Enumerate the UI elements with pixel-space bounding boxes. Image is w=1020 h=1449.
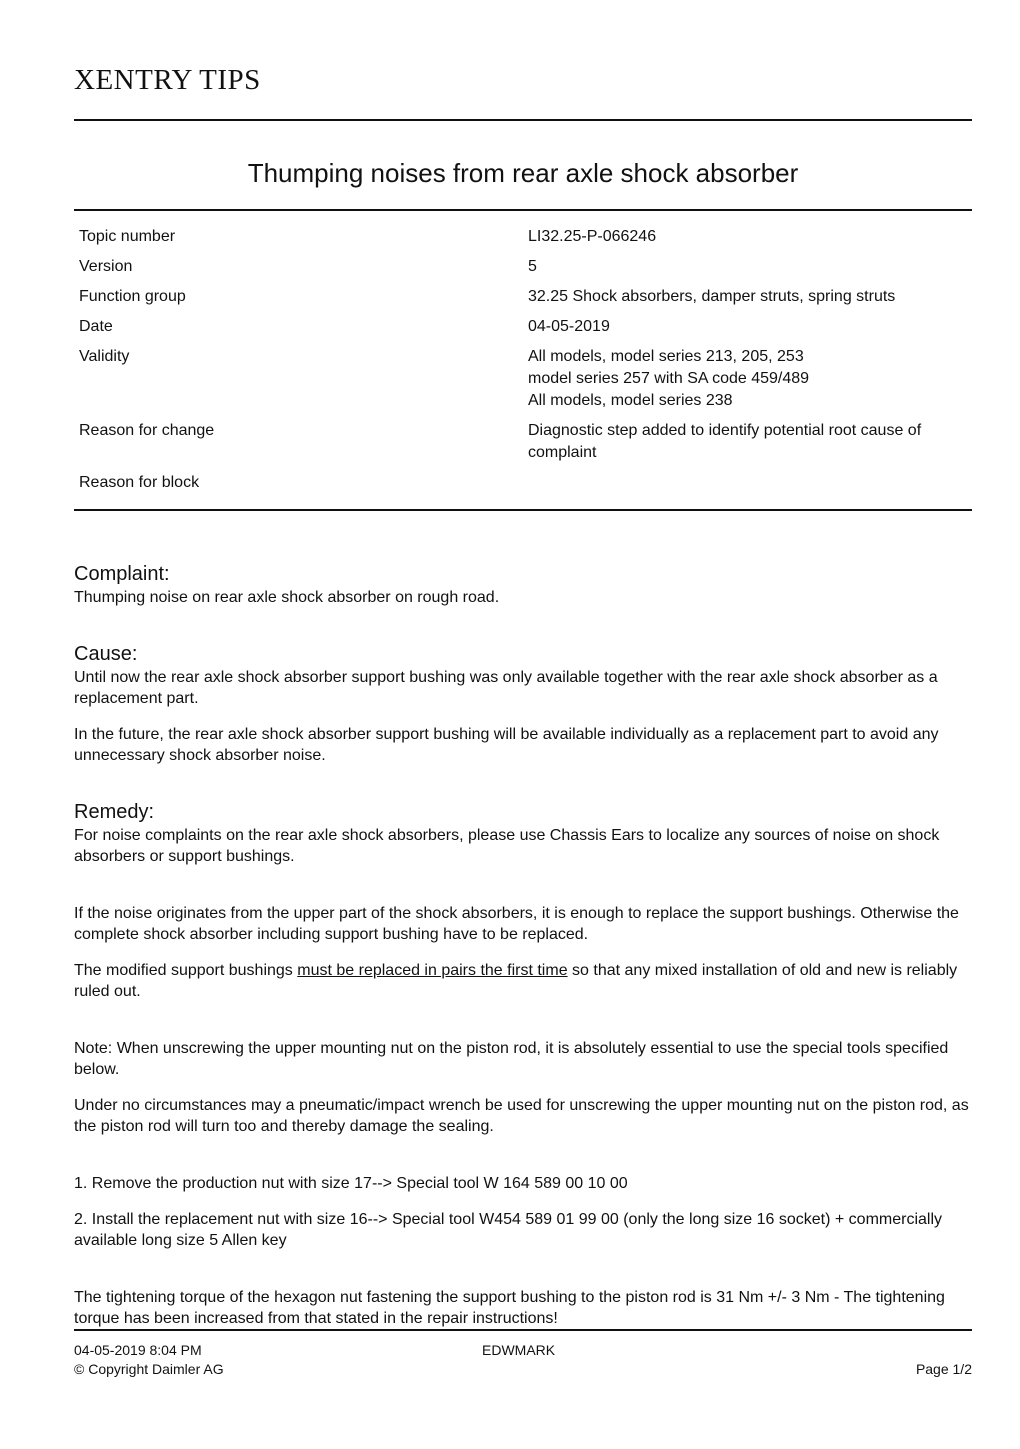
footer-page-number: Page 1/2 (915, 1361, 972, 1377)
meta-value: LI32.25-P-066246 (528, 228, 657, 245)
meta-row-version (79, 256, 969, 278)
metadata-divider (74, 509, 972, 511)
document-body (74, 561, 974, 1344)
validity-line: All models, model series 238 (528, 392, 733, 409)
step-item: 1. Remove the production nut with size 17--> Special tool W 164 589 00 10 00 (74, 1175, 628, 1192)
brand-logo-text: XENTRY TIPS (74, 64, 261, 96)
footer-divider (74, 1329, 972, 1331)
meta-label: Reason for change (79, 422, 215, 439)
footer-user: EDWMARK (482, 1342, 556, 1358)
meta-value (528, 346, 969, 412)
validity-line: model series 257 with SA code 459/489 (528, 370, 810, 387)
page-footer (74, 1341, 972, 1379)
torque-paragraph: The tightening torque of the hexagon nut fastening the support bushing to the piston rod is 31 Nm +/- 3 Nm - The tightening torque has been increased from that stated in the repair instructions! (74, 1289, 945, 1327)
note-paragraph: Note: When unscrewing the upper mounting nut on the piston rod, it is absolutely essential to use the special tools specified below. (74, 1040, 949, 1078)
meta-row-function-group (79, 286, 969, 308)
complaint-text: Thumping noise on rear axle shock absorber on rough road. (74, 589, 500, 606)
remedy-paragraph-pairs (74, 960, 974, 1002)
meta-value: Diagnostic step added to identify potential root cause of complaint (528, 422, 922, 461)
meta-label: Reason for block (79, 474, 200, 491)
header-divider (74, 119, 972, 121)
footer-copyright: © Copyright Daimler AG (74, 1361, 224, 1377)
remedy-paragraph: For noise complaints on the rear axle shock absorbers, please use Chassis Ears to localize any sources of noise on shock absorbers or support bushings. (74, 827, 940, 865)
remedy-paragraph: If the noise originates from the upper part of the shock absorbers, it is enough to replace the support bushings. Otherwise the complete shock absorber including support bushing have to be replaced. (74, 905, 959, 943)
meta-row-validity (79, 346, 969, 412)
step-item: 2. Install the replacement nut with size 16--> Special tool W454 589 01 99 00 (only the long size 16 socket) + commercially available long size 5 Allen key (74, 1211, 943, 1249)
meta-row-date (79, 316, 969, 338)
cause-paragraph: Until now the rear axle shock absorber support bushing was only available together with the rear axle shock absorber as a replacement part. (74, 669, 938, 707)
meta-value: 04-05-2019 (528, 318, 610, 335)
meta-row-reason-for-block (79, 472, 969, 494)
footer-timestamp: 04-05-2019 8:04 PM (74, 1342, 202, 1358)
meta-label: Function group (79, 288, 186, 305)
text-segment: so that any mixed installation of old and new is reliably ruled out. (74, 962, 958, 1000)
remedy-heading: Remedy: (74, 801, 155, 823)
metadata-table (79, 226, 969, 502)
cause-paragraph: In the future, the rear axle shock absorber support bushing will be available individually as a replacement part to avoid any unnecessary shock absorber noise. (74, 726, 939, 764)
meta-label: Date (79, 318, 113, 335)
title-divider (74, 209, 972, 211)
text-segment: The modified support bushings (74, 962, 298, 979)
meta-value: 5 (528, 258, 537, 275)
cause-heading: Cause: (74, 643, 138, 665)
meta-row-reason-for-change (79, 420, 969, 464)
document-title: Thumping noises from rear axle shock absorber (247, 158, 799, 188)
meta-label: Validity (79, 348, 130, 365)
meta-label: Version (79, 258, 133, 275)
underlined-emphasis: must be replaced in pairs the first time (297, 962, 568, 979)
meta-row-topic-number (79, 226, 969, 248)
meta-label: Topic number (79, 228, 176, 245)
meta-value (528, 472, 969, 494)
meta-value: 32.25 Shock absorbers, damper struts, spring struts (528, 288, 896, 305)
validity-line: All models, model series 213, 205, 253 (528, 348, 804, 365)
complaint-heading: Complaint: (74, 563, 170, 585)
warning-paragraph: Under no circumstances may a pneumatic/impact wrench be used for unscrewing the upper mounting nut on the piston rod, as the piston rod will turn too and thereby damage the sealing. (74, 1097, 969, 1135)
